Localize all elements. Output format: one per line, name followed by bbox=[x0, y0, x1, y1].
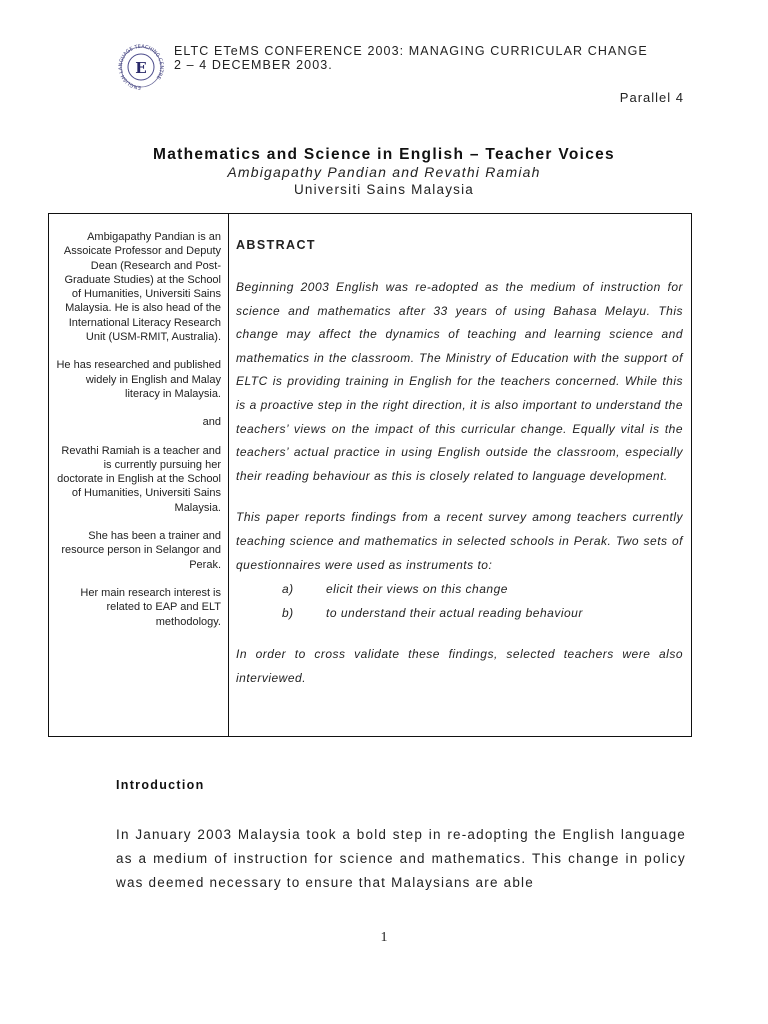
conference-title: ELTC ETeMS CONFERENCE 2003: MANAGING CURRICULAR CHANGE bbox=[174, 44, 648, 58]
conference-dates: 2 – 4 DECEMBER 2003. bbox=[174, 58, 333, 72]
logo-letter: E bbox=[135, 59, 147, 77]
bio-paragraph: Revathi Ramiah is a teacher and is currently pursuing her doctorate in English at the School of Humanities, Universiti Sains Malaysia. bbox=[57, 444, 221, 514]
abstract-paragraph: This paper reports findings from a recent survey among teachers currently teaching science and mathematics in selected schools in Perak. Two sets of questionnaires were used as instruments to: bbox=[236, 510, 683, 572]
parallel-session: Parallel 4 bbox=[619, 90, 684, 105]
bio-paragraph: She has been a trainer and resource person in Selangor and Perak. bbox=[61, 530, 221, 571]
bio-paragraph: He has researched and published widely in English and Malay literacy in Malaysia. bbox=[56, 359, 221, 400]
list-item bbox=[236, 577, 683, 601]
list-text: elicit their views on this change bbox=[326, 582, 508, 597]
abstract-column bbox=[229, 214, 691, 736]
abstract-paragraph: Beginning 2003 English was re-adopted as the medium of instruction for science and mathematics after 33 years of using Bahasa Melayu. This change may affect the dynamics of teaching and learning science and mathematics in the classroom. The Ministry of Education with the support of ELTC is providing training in English for the teachers concerned. While this is a proactive step in the right direction, it is also important to understand the teachers’ views on the impact of this curricular change. Equally vital is the teachers’ actual practice in using English outside the classroom, especially their reading behaviour as this is closely related to language development. bbox=[236, 280, 683, 483]
bio-paragraph: and bbox=[202, 416, 221, 429]
abstract-heading: ABSTRACT bbox=[236, 238, 316, 252]
paper-title: Mathematics and Science in English – Teacher Voices bbox=[153, 146, 615, 163]
page-number: 1 bbox=[380, 930, 388, 945]
paper-affiliation: Universiti Sains Malaysia bbox=[293, 182, 475, 197]
eltc-logo bbox=[112, 44, 170, 90]
list-item bbox=[236, 601, 683, 625]
bio-paragraph: Her main research interest is related to EAP and ELT methodology. bbox=[80, 586, 221, 628]
author-bio-column bbox=[49, 214, 229, 736]
logo-ring-text: ENGLISH LANGUAGE TEACHING CENTRE bbox=[117, 44, 165, 90]
list-text: to understand their actual reading behaviour bbox=[326, 606, 583, 621]
list-marker: b) bbox=[282, 606, 294, 621]
abstract-paragraph: In order to cross validate these findings, selected teachers were also interviewed. bbox=[236, 647, 683, 685]
introduction-paragraph: In January 2003 Malaysia took a bold step in re-adopting the English language as a medium of instruction for science and mathematics. This change in policy was deemed necessary to ensure that Malaysians are able bbox=[116, 827, 686, 890]
paper-authors: Ambigapathy Pandian and Revathi Ramiah bbox=[227, 164, 541, 180]
bio-paragraph: Ambigapathy Pandian is an Assoicate Professor and Deputy Dean (Research and Post-Graduate Studies) at the School of Humanities, Universiti Sains Malaysia. He is also head of the International Literacy Research Unit (USM-RMIT, Australia). bbox=[63, 231, 221, 344]
abstract-list bbox=[236, 577, 683, 625]
abstract-table bbox=[48, 213, 692, 737]
introduction-heading: Introduction bbox=[116, 778, 205, 792]
list-marker: a) bbox=[282, 582, 294, 597]
